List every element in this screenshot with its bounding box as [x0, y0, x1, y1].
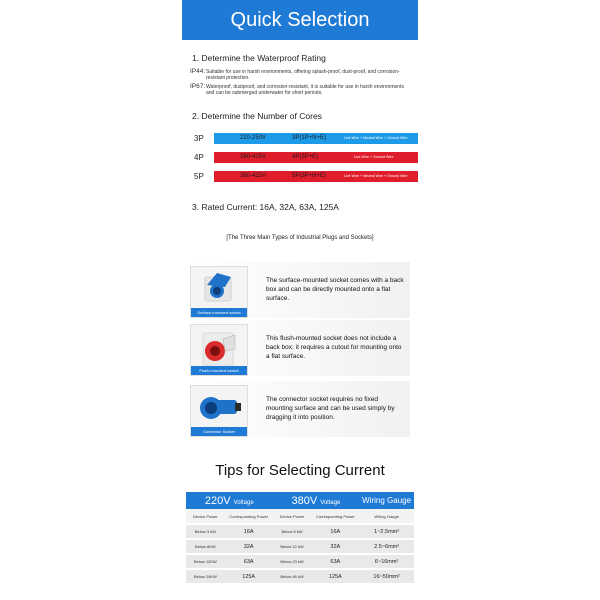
table-cell: 6~16mm²: [359, 554, 414, 569]
table-cell: 125A: [311, 569, 359, 583]
current-table: [186, 492, 414, 583]
table-cell: 63A: [225, 554, 273, 569]
core-desc: Live Wire + Neutral Wire + Ground Wire: [344, 174, 408, 178]
subheader: Corresponding Power: [311, 509, 359, 524]
core-bar: [214, 133, 418, 144]
surface-socket-text: The surface-mounted socket comes with a back box and can be directly mounted onto a flat surface.: [266, 277, 404, 302]
tips-title: Tips for Selecting Current: [215, 462, 385, 479]
ip67-row: [190, 84, 410, 96]
ip44-code: IP44:: [190, 68, 206, 75]
header-220v: 220V Voltage: [186, 492, 273, 509]
core-label: 4P: [194, 153, 204, 162]
table-cell: Below 24KW: [186, 569, 225, 583]
table-cell: 63A: [311, 554, 359, 569]
core-bar: [214, 171, 418, 182]
core-desc: Live Wire + Ground Wire: [354, 155, 394, 159]
core-label: 3P: [194, 134, 204, 143]
ip44-row: [190, 69, 410, 81]
surface-socket-image: [190, 266, 248, 318]
core-voltage: 380-415V: [240, 173, 267, 179]
table-cell: Below 12KW: [186, 554, 225, 569]
table-cell: 16A: [311, 524, 359, 539]
core-voltage: 220-250V: [240, 135, 267, 141]
table-cell: Below 3 kW: [186, 524, 225, 539]
subheader: Device Power: [273, 509, 312, 524]
connector-socket-caption: Connector Socket: [191, 427, 247, 436]
core-label: 5P: [194, 172, 204, 181]
core-row-4p: [194, 152, 416, 164]
table-cell: 16A: [225, 524, 273, 539]
table-cell: 2.5~6mm²: [359, 539, 414, 554]
table-cell: Below 6 kW: [273, 524, 312, 539]
plug-types-subtitle: [The Three Main Types of Industrial Plugs and Sockets]: [226, 235, 374, 241]
core-wiring: 3P(1P+N+E): [292, 135, 327, 141]
connector-socket-image: [190, 385, 248, 437]
flush-socket-caption: Flush-mounted socket: [191, 366, 247, 375]
table-cell: Below 12 kW: [273, 539, 312, 554]
table-row: [186, 539, 414, 554]
table-cell: 32A: [225, 539, 273, 554]
type-card-flush: [188, 320, 410, 376]
core-desc: Live Wire + Neutral Wire + Ground Wire: [344, 136, 408, 140]
table-cell: Below 46 kW: [273, 569, 312, 583]
table-cell: Below 23 kW: [273, 554, 312, 569]
type-card-surface: [188, 262, 410, 318]
section1-title: 1. Determine the Waterproof Rating: [192, 53, 326, 63]
surface-socket-caption: Surface-mounted socket: [191, 308, 247, 317]
table-row: [186, 554, 414, 569]
table-row: [186, 569, 414, 583]
table-cell: 1~2.5mm²: [359, 524, 414, 539]
table-cell: 125A: [225, 569, 273, 583]
core-wiring: 4P(3P+E): [292, 154, 319, 160]
subheader: Wiring Gauge: [359, 509, 414, 524]
ip44-text: Suitable for use in harsh environments, offering splash-proof, dust-proof, and corrosion-resistant protection.: [206, 69, 400, 81]
flush-socket-text: This flush-mounted socket does not include a back box; it requires a cutout for mounting onto a flat surface.: [266, 335, 402, 360]
section3-title: 3. Rated Current: 16A, 32A, 63A, 125A: [192, 202, 339, 212]
core-row-3p: [194, 133, 416, 145]
connector-socket-text: The connector socket requires no fixed mounting surface and can be used simply by dragging it into position.: [266, 396, 395, 421]
page-title: Quick Selection: [230, 8, 370, 31]
header-380v: 380V Voltage: [273, 492, 360, 509]
core-voltage: 380-415V: [240, 154, 267, 160]
page-column: [182, 0, 418, 600]
flush-socket-image: [190, 324, 248, 376]
ip67-code: IP67:: [190, 83, 206, 90]
subheader: Corresponding Power: [225, 509, 273, 524]
table-cell: Below 6KW: [186, 539, 225, 554]
type-card-connector: [188, 381, 410, 437]
table-row: [186, 524, 414, 539]
subheader: Device Power: [186, 509, 225, 524]
core-bar: [214, 152, 418, 163]
core-row-5p: [194, 171, 416, 183]
header-banner: [182, 0, 418, 40]
table-cell: 32A: [311, 539, 359, 554]
core-wiring: 5P(3P+N+E): [292, 173, 327, 179]
ip67-text: Waterproof, dustproof, and corrosion-resistant, it is suitable for use in harsh environments and can be submerged underwater for short periods.: [206, 84, 404, 96]
header-wiring-gauge: Wiring Gauge: [359, 492, 414, 509]
section2-title: 2. Determine the Number of Cores: [192, 111, 322, 121]
table-cell: 16~50mm²: [359, 569, 414, 583]
